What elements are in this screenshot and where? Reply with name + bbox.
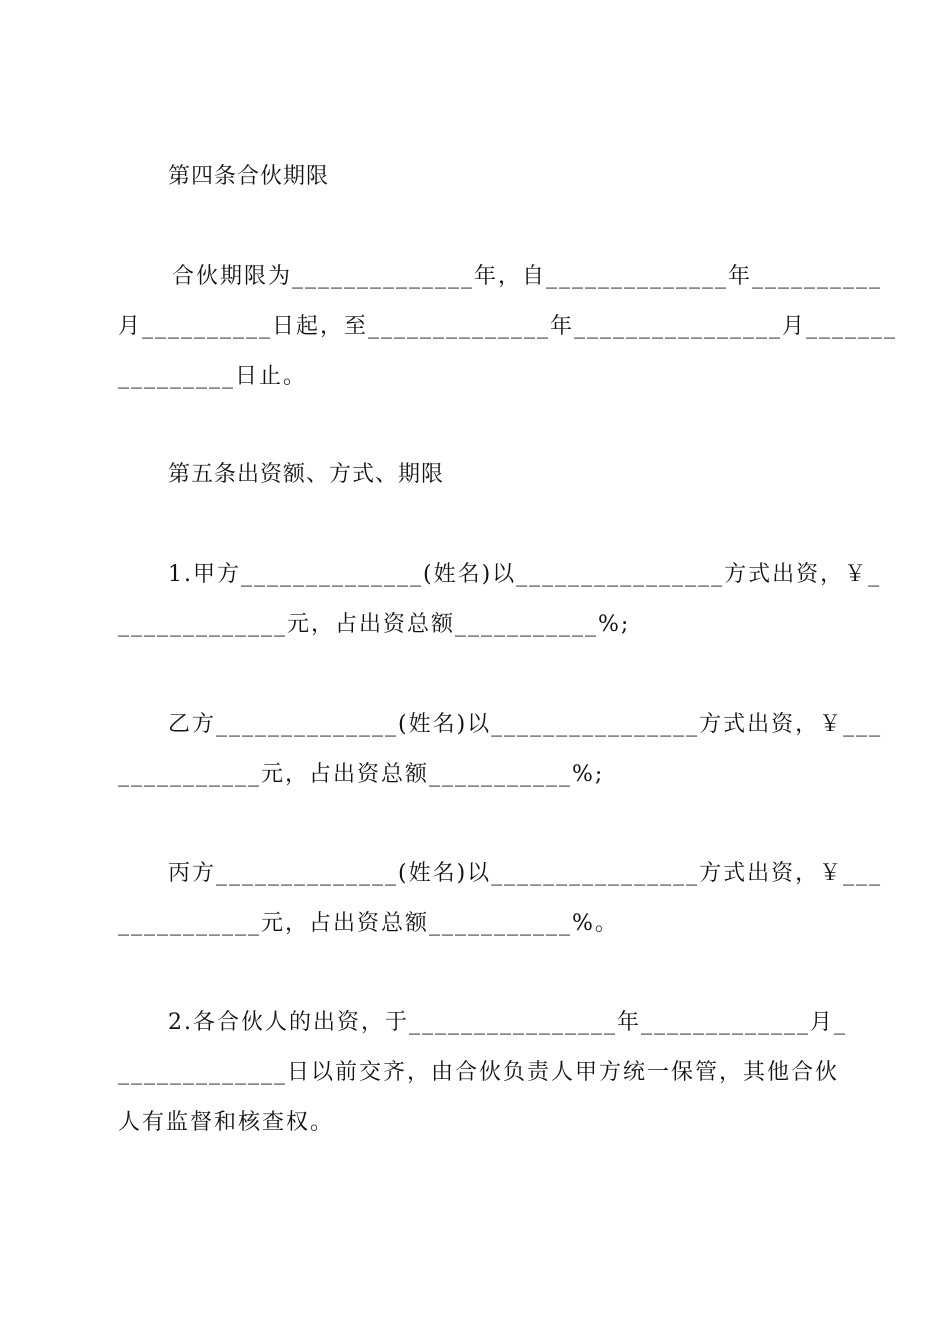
item-2-line-2: _____________日以前交齐，由合伙负责人甲方统一保管，其他合伙 <box>118 1060 840 1085</box>
article-4-line-2: 月__________日起，至______________年________________月_______ <box>118 314 898 339</box>
party-a-line-2: _____________元，占出资总额___________%; <box>118 612 631 637</box>
party-c-line-2: ___________元，占出资总额___________%。 <box>118 911 619 936</box>
item-2-line-3: 人有监督和核查权。 <box>118 1110 335 1135</box>
party-b-line-1: 乙方______________(姓名)以________________方式出资，￥___ <box>168 712 883 737</box>
article-4-line-1: 合伙期限为______________年，自______________年__________ <box>172 264 883 289</box>
article-4-heading: 第四条合伙期限 <box>168 164 330 189</box>
item-2-line-1: 2.各合伙人的出资，于________________年_____________月_ <box>168 1010 847 1035</box>
party-a-line-1: 1.甲方______________(姓名)以________________方式出资，￥_ <box>168 562 882 587</box>
party-c-line-1: 丙方______________(姓名)以________________方式出资，￥___ <box>168 861 883 886</box>
article-4-line-3: _________日止。 <box>118 364 308 389</box>
article-5-heading: 第五条出资额、方式、期限 <box>168 462 445 487</box>
party-b-line-2: ___________元，占出资总额___________%; <box>118 762 605 787</box>
